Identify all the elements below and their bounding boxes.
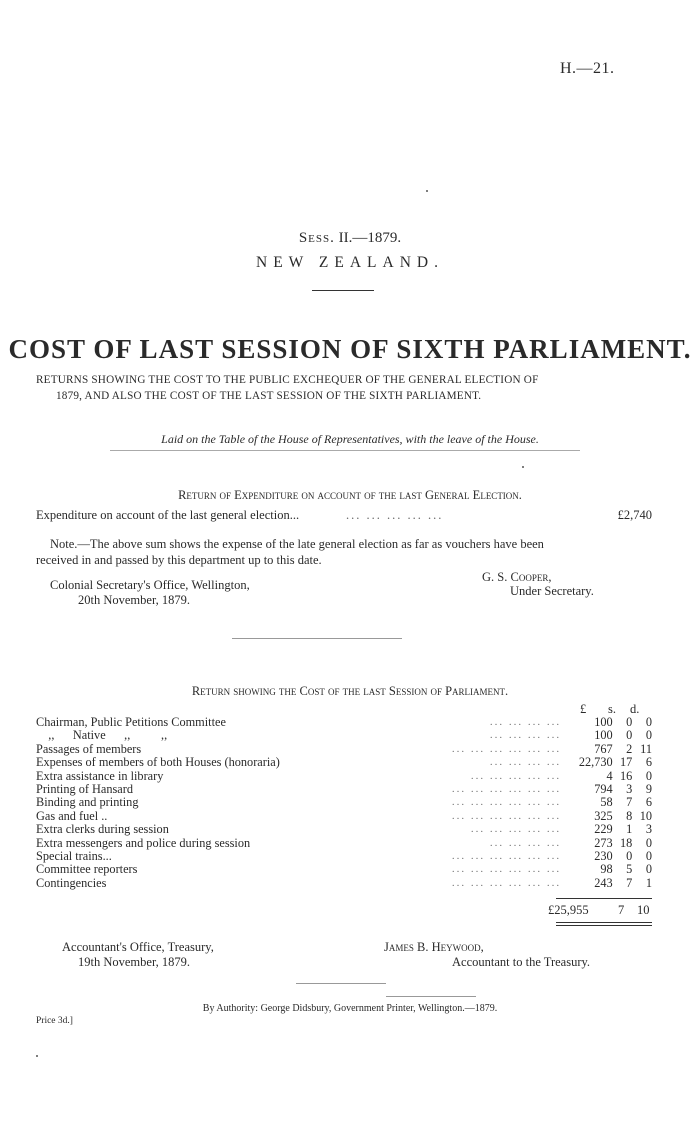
table-row <box>36 823 652 836</box>
scan-speck <box>36 1055 38 1057</box>
item-label: Extra clerks during session <box>36 822 169 837</box>
scan-speck <box>522 466 524 468</box>
item-pounds: 100 <box>594 715 613 729</box>
item-label: Contingencies <box>36 875 107 890</box>
item-shillings: 7 <box>626 795 633 810</box>
scan-speck <box>426 190 428 192</box>
item-label: Binding and printing <box>36 795 139 810</box>
leader-dots: ... ... ... ... ... <box>470 823 562 836</box>
table-row <box>36 756 652 769</box>
leader-dots: ... ... ... ... ... <box>346 508 444 522</box>
item-label: Special trains... <box>36 849 112 864</box>
col-header-pounds: £ <box>580 702 587 716</box>
leader-dots: ... ... ... ... ... ... <box>451 742 562 755</box>
table-row <box>36 850 652 863</box>
item-shillings: 0 <box>626 728 633 743</box>
leader-dots: ... ... ... ... ... ... <box>451 876 562 889</box>
item-pounds: 767 <box>594 741 613 756</box>
col-header-shillings: s. <box>608 702 616 716</box>
leader-dots: ... ... ... ... ... ... <box>451 783 562 796</box>
leader-dots: ... ... ... ... ... ... <box>451 796 562 809</box>
total-shillings: 7 <box>618 903 625 917</box>
item-pounds: 22,730 <box>578 755 613 770</box>
item-shillings: 0 <box>626 715 633 729</box>
item-pence: 10 <box>639 808 652 823</box>
session-word: Sess. <box>298 230 335 246</box>
item-pence: 0 <box>645 728 652 743</box>
item-pence: 0 <box>645 768 652 783</box>
item-shillings: 0 <box>626 849 633 864</box>
session-cost-table <box>36 716 652 890</box>
leader-dots: ... ... ... ... ... ... <box>451 850 562 863</box>
item-pence: 6 <box>645 755 652 770</box>
item-pounds: 100 <box>594 728 613 743</box>
note-line-1: Note.—The above sum shows the expense of the late general election as far as vouchers have been <box>50 537 544 551</box>
total-rule-bottom-1 <box>556 922 652 923</box>
item-pence: 6 <box>645 795 652 810</box>
total-rule-bottom-2 <box>556 925 652 926</box>
item-shillings: 3 <box>626 782 633 797</box>
table-row <box>36 729 652 742</box>
leader-dots: ... ... ... ... ... ... <box>451 809 562 822</box>
table-row <box>36 783 652 796</box>
leader-dots: ... ... ... ... <box>489 756 562 769</box>
election-expenditure-line <box>36 508 652 523</box>
item-label: ,, Native ,, ,, <box>36 728 168 743</box>
printer-authority-text: By Authority: George Didsbury, Government Printer, Wellington.—1879. <box>202 1003 498 1014</box>
heywood-signature-name: James B. Heywood, <box>384 940 484 954</box>
item-pence: 3 <box>645 822 652 837</box>
cooper-signature-name: G. S. Cooper, <box>482 570 552 584</box>
item-label: Expenses of members of both Houses (honoraria) <box>36 755 280 770</box>
country-heading: NEW ZEALAND. <box>256 254 444 271</box>
table-row <box>36 743 652 756</box>
item-pounds: 243 <box>594 875 613 890</box>
table-row <box>36 716 652 729</box>
leader-dots: ... ... ... ... <box>489 729 562 742</box>
item-pounds: 58 <box>600 795 613 810</box>
item-shillings: 5 <box>626 862 633 877</box>
item-shillings: 17 <box>620 755 633 770</box>
item-pence: 1 <box>645 875 652 890</box>
item-pounds: 4 <box>606 768 613 783</box>
election-expenditure-label: Expenditure on account of the last general election... <box>36 508 300 522</box>
item-pence: 0 <box>645 849 652 864</box>
item-label: Extra assistance in library <box>36 768 164 783</box>
subtitle-line-1: RETURNS SHOWING THE COST TO THE PUBLIC EXCHEQUER OF THE GENERAL ELECTION OF <box>36 374 539 386</box>
leader-dots: ... ... ... ... <box>489 836 562 849</box>
footer-divider-right <box>386 996 476 997</box>
item-label: Printing of Hansard <box>36 782 133 797</box>
item-label: Gas and fuel .. <box>36 808 108 823</box>
laid-on-table-line: Laid on the Table of the House of Representatives, with the leave of the House. <box>161 432 539 446</box>
election-expenditure-amount: £2,740 <box>617 508 652 522</box>
table-row <box>36 877 652 890</box>
col-header-pence: d. <box>630 702 640 716</box>
item-pounds: 794 <box>594 782 613 797</box>
price-note: Price 3d.] <box>36 1016 73 1026</box>
table-row <box>36 796 652 809</box>
section-divider <box>232 638 402 639</box>
document-reference: H.—21. <box>560 60 615 77</box>
item-pence: 0 <box>645 835 652 850</box>
session-line <box>0 230 700 247</box>
session-return-heading: Return showing the Cost of the last Session of Parliament. <box>191 684 509 698</box>
cooper-signature-title: Under Secretary. <box>510 584 594 598</box>
colonial-office-line: Colonial Secretary's Office, Wellington, <box>50 578 250 592</box>
item-pence: 9 <box>645 782 652 797</box>
colonial-office-date: 20th November, 1879. <box>78 593 190 607</box>
table-row <box>36 863 652 876</box>
item-label: Chairman, Public Petitions Committee <box>36 715 226 729</box>
item-shillings: 7 <box>626 875 633 890</box>
item-label: Extra messengers and police during session <box>36 835 251 850</box>
item-pounds: 325 <box>594 808 613 823</box>
item-shillings: 18 <box>620 835 633 850</box>
total-pence: 10 <box>637 903 650 917</box>
item-label: Passages of members <box>36 741 142 756</box>
heywood-signature-title: Accountant to the Treasury. <box>452 955 591 969</box>
table-row <box>36 810 652 823</box>
item-pence: 0 <box>645 862 652 877</box>
item-shillings: 2 <box>626 741 633 756</box>
item-shillings: 16 <box>620 768 633 783</box>
short-divider <box>312 290 374 291</box>
leader-dots: ... ... ... ... <box>489 716 562 728</box>
item-pounds: 229 <box>594 822 613 837</box>
item-shillings: 1 <box>626 822 633 837</box>
footer-divider-left <box>296 983 386 984</box>
table-row <box>36 837 652 850</box>
item-pence: 11 <box>640 741 652 756</box>
faint-divider <box>110 450 580 451</box>
note-line-2: received in and passed by this department up to this date. <box>36 553 322 567</box>
item-pounds: 230 <box>594 849 613 864</box>
item-pounds: 273 <box>594 835 613 850</box>
table-row <box>36 770 652 783</box>
session-number: II.—1879. <box>338 230 402 246</box>
page-title: COST OF LAST SESSION OF SIXTH PARLIAMENT. <box>8 334 692 364</box>
printer-authority-line <box>0 1003 700 1014</box>
election-return-heading: Return of Expenditure on account of the last General Election. <box>178 488 522 502</box>
subtitle-line-2: 1879, AND ALSO THE COST OF THE LAST SESSION OF THE SIXTH PARLIAMENT. <box>56 390 482 402</box>
accountant-office-line: Accountant's Office, Treasury, <box>62 940 214 954</box>
total-rule-top <box>556 898 652 899</box>
item-pence: 0 <box>645 715 652 729</box>
leader-dots: ... ... ... ... ... ... <box>451 863 562 876</box>
subtitle <box>36 372 656 404</box>
total-pounds: £25,955 <box>548 903 589 917</box>
item-pounds: 98 <box>600 862 613 877</box>
leader-dots: ... ... ... ... ... <box>470 769 562 782</box>
accountant-office-date: 19th November, 1879. <box>78 955 190 969</box>
item-shillings: 8 <box>626 808 633 823</box>
election-note <box>36 536 652 568</box>
item-label: Committee reporters <box>36 862 138 877</box>
